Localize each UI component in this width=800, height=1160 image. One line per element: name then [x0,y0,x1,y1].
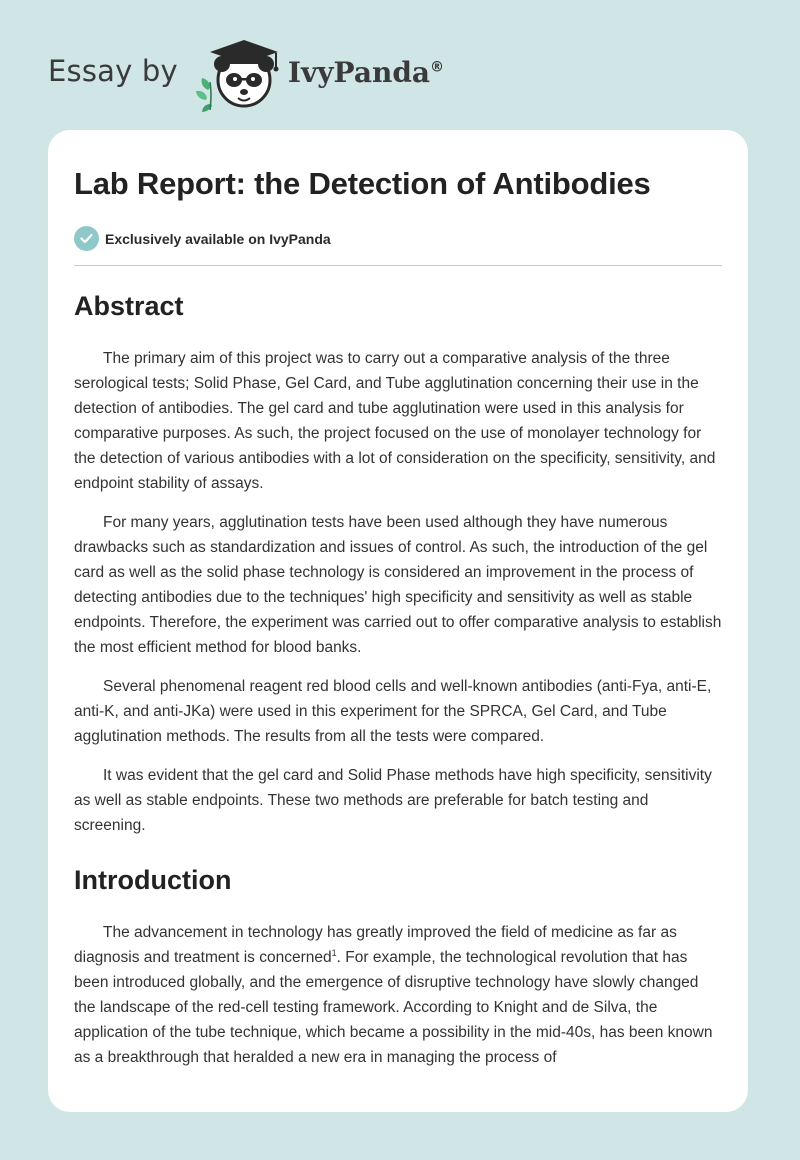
check-icon [74,226,99,251]
brand-header [48,34,444,114]
introduction-section [74,862,722,1070]
page-title: Lab Report: the Detection of Antibodies [74,166,651,201]
registered-mark: ® [430,59,445,76]
intro-text-after-ref: . For example, the technological revolution that has been introduced globally, and the emergence of disruptive technology have slowly changed the landscape of the red-cell testing framework. According to Knight and de Silva, the application of the tube technique, which became a possibility in the mid-40s, has been known as a breakthrough that heralded a new era in managing the process of [74,949,713,1066]
abstract-paragraph: Several phenomenal reagent red blood cells and well-known antibodies (anti-Fya, anti-E, anti-K, and anti-JKa) were used in this experiment for the SPRCA, Gel Card, and Tube agglutination methods. The results from all the tests were compared. [74,678,712,745]
abstract-heading: Abstract [74,291,184,321]
abstract-section [74,288,722,838]
abstract-paragraph: For many years, agglutination tests have been used although they have numerous drawbacks such as standardization and issues of control. As such, the introduction of the gel card as well as the solid phase technology is considered an improvement in the process of detecting antibodies due to the techniques' high specificity and sensitivity as well as stable endpoints. Therefore, the experiment was carried out to offer comparative analysis to establish the most efficient method for blood banks. [74,514,722,656]
exclusive-badge [74,226,722,251]
intro-text-before-ref: The advancement in technology has greatly improved the field of medicine as far as diagnosis and treatment is concerned [74,924,677,966]
introduction-heading: Introduction [74,865,232,895]
brand-name-text: IvyPanda [287,55,431,89]
essay-card [48,130,748,1112]
brand-prefix: Essay by [48,54,178,88]
exclusive-label: Exclusively available on IvyPanda [105,230,331,247]
footnote-ref-1[interactable]: 1 [331,947,337,958]
panda-logo-icon[interactable] [192,34,284,114]
abstract-paragraph: It was evident that the gel card and Solid Phase methods have high specificity, sensitivity as well as stable endpoints. These two methods are preferable for batch testing and screening. [74,767,712,834]
brand-name[interactable] [288,56,444,89]
abstract-paragraph: The primary aim of this project was to carry out a comparative analysis of the three serological tests; Solid Phase, Gel Card, and Tube agglutination concerning their use in the detection of antibodies. The gel card and tube agglutination were used in this analysis for comparative purposes. As such, the project focused on the use of monolayer technology for the detection of various antibodies with a lot of consideration on the specificity, sensitivity, and endpoint stability of assays. [74,350,716,492]
introduction-paragraph [74,920,722,1070]
title-divider [74,265,722,266]
